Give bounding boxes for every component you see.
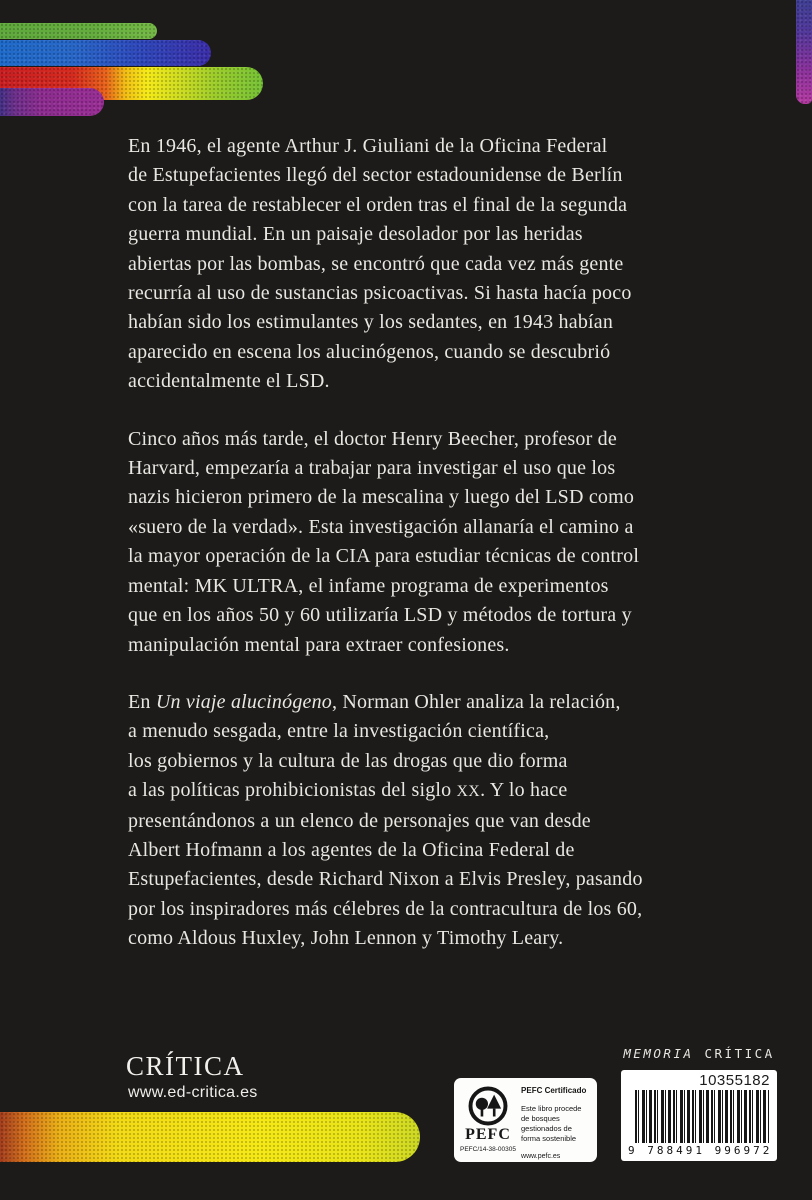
stripe-blue bbox=[0, 40, 211, 66]
pefc-left-column bbox=[460, 1083, 516, 1158]
barcode bbox=[621, 1070, 777, 1161]
body-paragraph: En 1946, el agente Arthur J. Giuliani de la Oficina Federal de Estupefacientes llegó del sector estadounidense de Berlín con la tarea de restablecer el orden tras el final de la segunda guerra mundial. En un paisaje desolador por las heridas abiertas por las bombas, se encontró que cada vez más gente recurría al uso de sustancias psicoactivas. Si hasta hacía poco habían sido los estimulantes y los sedantes, en 1943 habían aparecido en escena los alucinógenos, cuando se descubrió accidentalmente el LSD. bbox=[128, 135, 632, 393]
collection-publisher: CRÍTICA bbox=[704, 1046, 775, 1061]
stripe-yellow-bottom bbox=[0, 1112, 420, 1162]
pefc-label bbox=[454, 1078, 597, 1162]
pefc-title: PEFC Certificado bbox=[521, 1086, 587, 1095]
collection-name bbox=[621, 1046, 777, 1061]
body-paragraph: Cinco años más tarde, el doctor Henry Beecher, profesor de Harvard, empezaría a trabajar para investigar el uso que los nazis hicieron primero de la mescalina y luego del LSD como «suero de la verdad». Esta investigación allanaría el camino a la mayor operación de la CIA para estudiar técnicas de control mental: MK ULTRA, el infame programa de experimentos que en los años 50 y 60 utilizaría LSD y métodos de tortura y manipulación mental para extraer confesiones. bbox=[128, 427, 640, 656]
pefc-right-column bbox=[516, 1083, 591, 1158]
body-paragraph: En Un viaje alucinógeno, Norman Ohler analiza la relación, a menudo sesgada, entre la investigación científica, los gobiernos y la cultura de las drogas que dio forma a las políticas prohibicionistas del siglo XX. Y lo hace presentándonos a un elenco de personajes que van desde Albert Hofmann a los agentes de la Oficina Federal de Estupefacientes, desde Richard Nixon a Elvis Presley, pasando por los inspiradores más célebres de la contracultura de los 60, como Aldous Huxley, John Lennon y Timothy Leary. bbox=[128, 690, 643, 950]
pefc-url: www.pefc.es bbox=[521, 1153, 561, 1160]
stripe-purple bbox=[0, 88, 104, 116]
pefc-cert-number: PEFC/14-38-00305 bbox=[460, 1146, 517, 1153]
stripe-corner-fragment bbox=[796, 0, 812, 104]
barcode-product-code: 10355182 bbox=[699, 1072, 770, 1089]
pefc-description: Este libro procede de bosques gestionados de forma sostenible bbox=[521, 1104, 582, 1143]
body-text bbox=[128, 132, 728, 982]
barcode-isbn: 9 788491 996972 bbox=[628, 1144, 773, 1157]
publisher-logo: CRÍTICA bbox=[126, 1051, 245, 1081]
publisher-url: www.ed-critica.es bbox=[128, 1084, 258, 1101]
pefc-logo-text: PEFC bbox=[465, 1126, 511, 1143]
collection-series: MEMORIA bbox=[623, 1046, 694, 1061]
stripe-green bbox=[0, 23, 157, 39]
barcode-bars-icon bbox=[635, 1090, 769, 1143]
pefc-trees-icon bbox=[467, 1085, 509, 1127]
